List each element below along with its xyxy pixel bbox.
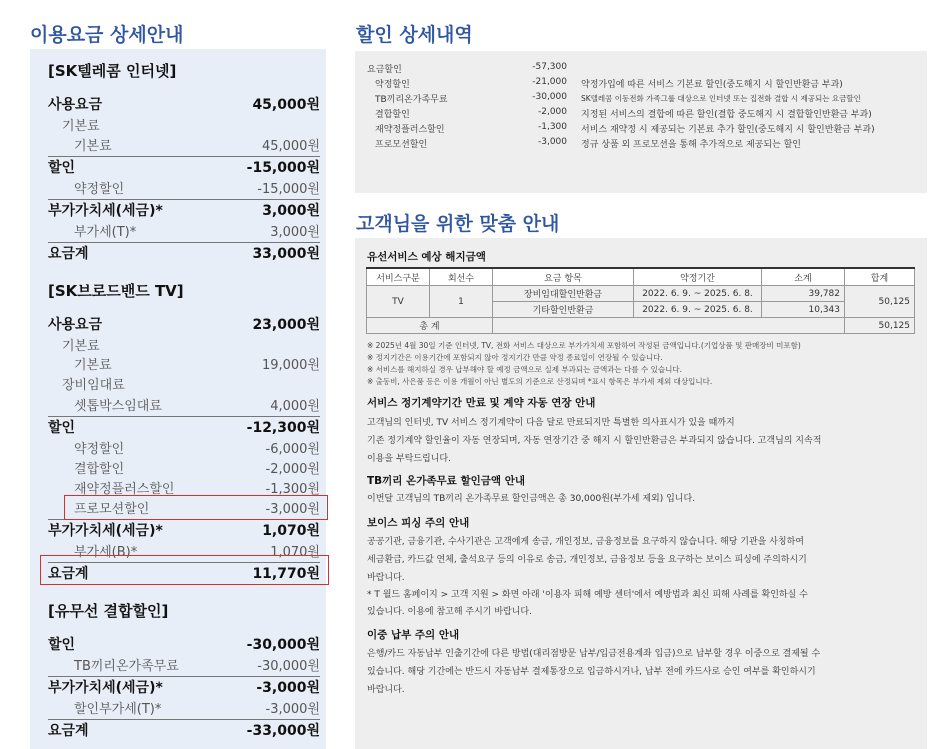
equipment-rental-group-row: 장비임대료 [62, 378, 125, 393]
table-row [367, 286, 915, 302]
base-fee-group-row: 기본료 [62, 339, 100, 354]
voice-phishing-title: 보이스 피싱 주의 안내 [367, 517, 470, 529]
double-payment-text: 있습니다. 해당 기간에는 반드시 자동납부 결제통장으로 입금하시거나, 납부 전에 카드사로 승인 여부를 확인하시기 [367, 667, 816, 677]
lines-cell: 1 [430, 286, 493, 318]
period-cell: 2022. 6. 9. ~ 2025. 6. 8. [634, 286, 762, 302]
section-title-bundle-discount: [유무선 결합할인] [48, 602, 169, 620]
vat-detail-row: 부가세(T)* 3,000원 [74, 225, 320, 240]
base-fee-row: 기본료 19,000원 [74, 358, 320, 373]
vat-row: 부가가치세(세금)* 3,000원 [48, 199, 320, 220]
base-fee-group-row: 기본료 [62, 119, 100, 134]
tb-family-free-text: 이번달 고객님의 TB끼리 온가족무료 할인금액은 총 30,000원(부가세 제외) 입니다. [367, 494, 696, 504]
table-header: 합계 [845, 268, 915, 286]
subtotal-row: 요금계 33,000원 [48, 242, 320, 263]
settop-rental-row: 셋톱박스임대료 4,000원 [74, 399, 320, 414]
promotion-highlight-box [64, 495, 328, 520]
billing-detail-heading: 이용요금 상세안내 [30, 24, 184, 46]
customer-guide-panel [355, 238, 927, 749]
service-cell: TV [367, 286, 430, 318]
sum-cell: 50,125 [845, 286, 915, 318]
vat-row: 부가가치세(세금)* 1,070원 [48, 519, 320, 540]
voice-phishing-text: 세금환급, 카드값 연체, 출석요구 등의 이유로 송금, 개인정보, 금융정보 등을 요구하는 보이스 피싱에 주의하시기 [367, 555, 807, 565]
double-payment-title: 이중 납부 주의 안내 [367, 629, 460, 641]
table-header: 서비스구분 [367, 268, 430, 286]
discount-detail-panel: 요금할인 -57,300 약정할인 -21,000 약정가입에 따른 서비스 기본료 할인(중도해지 시 할인반환금 부과) TB끼리온가족무료 -30,000 SK텔레콤 이동전화 가족그룹 대상으로 인터넷 또는 집전화 결합 시 제공되는 요금할인 결합할인 -2,000 지정된 서비스의 결합에 따른 할인(결합 중도해지 시 결합할인반환금 부과) 재약정플러스할인 -1,300 서비스 재약정 시 제공되는 기본료 추가 할인(중도해지 시 할인반환금 부과) 프로모션할인 -3,000 정규 상품 외 프로모션을 통해 추가적으로 제공되는 할인 [355, 51, 927, 193]
total-label-cell: 총 계 [367, 318, 493, 334]
vat-detail-row: 부가세(B)* 1,070원 [74, 545, 320, 560]
voice-phishing-text: 있습니다. 이용에 참고해 주시기 바랍니다. [367, 607, 532, 617]
customer-guide-heading: 고객님을 위한 맞춤 안내 [356, 213, 560, 235]
note-line: ※ 서비스를 해지하실 경우 납부해야 할 예정 금액으로 실제 부과되는 금액과는 다를 수 있습니다. [367, 365, 682, 374]
subtotal-cell: 10,343 [762, 302, 845, 318]
note-line: ※ 정지기간은 이용기간에 포함되지 않아 정지기간 만큼 약정 종료일이 연장될 수 있습니다. [367, 353, 663, 362]
tb-family-free-row: TB끼리온가족무료 -30,000원 [74, 659, 320, 674]
tb-family-free-title: TB끼리 온가족무료 할인금액 안내 [367, 475, 525, 487]
discount-detail-heading: 할인 상세내역 [356, 24, 473, 46]
contract-renewal-text: 이용을 부탁드립니다. [367, 454, 451, 464]
note-line: ※ 2025년 4월 30일 기준 인터넷, TV, 전화 서비스 대상으로 부가가치세 포함하여 작성된 금액입니다.(기업상품 및 판매장비 미포함) [367, 341, 801, 350]
contract-discount-row: 약정할인 -15,000원 [74, 182, 320, 197]
total-cell: 50,125 [845, 318, 915, 334]
cancel-fee-title: 유선서비스 예상 해지금액 [367, 251, 486, 263]
item-cell: 장비임대할인반환금 [493, 286, 634, 302]
section-title-skt-internet: [SK텔레콤 인터넷] [48, 62, 177, 80]
item-cell: 기타할인반환금 [493, 302, 634, 318]
contract-renewal-title: 서비스 정기계약기간 만료 및 계약 자동 연장 안내 [367, 397, 596, 409]
period-cell: 2022. 6. 9. ~ 2025. 6. 8. [634, 302, 762, 318]
contract-discount-row: 약정할인 -6,000원 [74, 442, 320, 457]
table-header: 회선수 [430, 268, 493, 286]
discount-row: 할인 -12,300원 [48, 416, 320, 437]
contract-renewal-text: 고객님의 인터넷, TV 서비스 정기계약이 다음 달로 만료되지만 특별한 의사표시가 있을 때까지 [367, 418, 735, 428]
contract-renewal-text: 기존 정기계약 할인율이 자동 연장되며, 자동 연장기간 중 해지 시 할인반환금은 부과되지 않습니다. 고객님의 지속적 [367, 436, 822, 446]
discount-vat-row: 할인부가세(T)* -3,000원 [74, 702, 320, 717]
note-line: ※ 출동비, 사은품 등은 이용 개월이 아닌 별도의 기준으로 산정되며 *표시 항목은 부가세 제외 대상입니다. [367, 377, 713, 386]
usage-fee-row: 사용요금 45,000원 [48, 97, 320, 113]
discount-row: 할인 -30,000원 [48, 637, 320, 653]
subtotal-row: 요금계 11,770원 [48, 562, 320, 583]
cancel-fee-table [366, 267, 915, 334]
discount-row: 할인 -15,000원 [48, 156, 320, 177]
bundle-discount-row: 결합할인 -2,000원 [74, 462, 320, 477]
voice-phishing-text: * T 월드 홈페이지 > 고객 지원 > 화면 아래 '이용자 피해 예방 센터'에서 예방법과 최신 피해 사례를 확인하실 수 [367, 590, 808, 600]
subtotal-cell: 39,782 [762, 286, 845, 302]
recontract-plus-discount-row: 재약정플러스할인 -1,300원 [74, 482, 320, 497]
table-header: 소계 [762, 268, 845, 286]
usage-fee-row: 사용요금 23,000원 [48, 317, 320, 333]
voice-phishing-text: 공공기관, 금융기관, 수사기관은 고객에게 송금, 개인정보, 금융정보를 요구하지 않습니다. 해당 기관을 사칭하여 [367, 537, 805, 547]
table-header: 약정기간 [634, 268, 762, 286]
subtotal-row: 요금계 -33,000원 [48, 719, 320, 740]
table-total-row [367, 318, 915, 334]
double-payment-text: 바랍니다. [367, 685, 405, 695]
voice-phishing-text: 바랍니다. [367, 573, 405, 583]
tv-total-highlight-box [40, 555, 329, 585]
vat-row: 부가가치세(세금)* -3,000원 [48, 676, 320, 697]
table-header: 요금 항목 [493, 268, 634, 286]
section-title-skb-tv: [SK브로드밴드 TV] [48, 282, 184, 300]
double-payment-text: 은행/카드 자동납부 인출기간에 다른 방법(대리점방문 납부/입금전용계좌 입금)으로 납부할 경우 이중으로 결제될 수 [367, 649, 821, 659]
promotion-discount-row: 프로모션할인 -3,000원 [74, 502, 320, 517]
base-fee-row: 기본료 45,000원 [74, 139, 320, 154]
